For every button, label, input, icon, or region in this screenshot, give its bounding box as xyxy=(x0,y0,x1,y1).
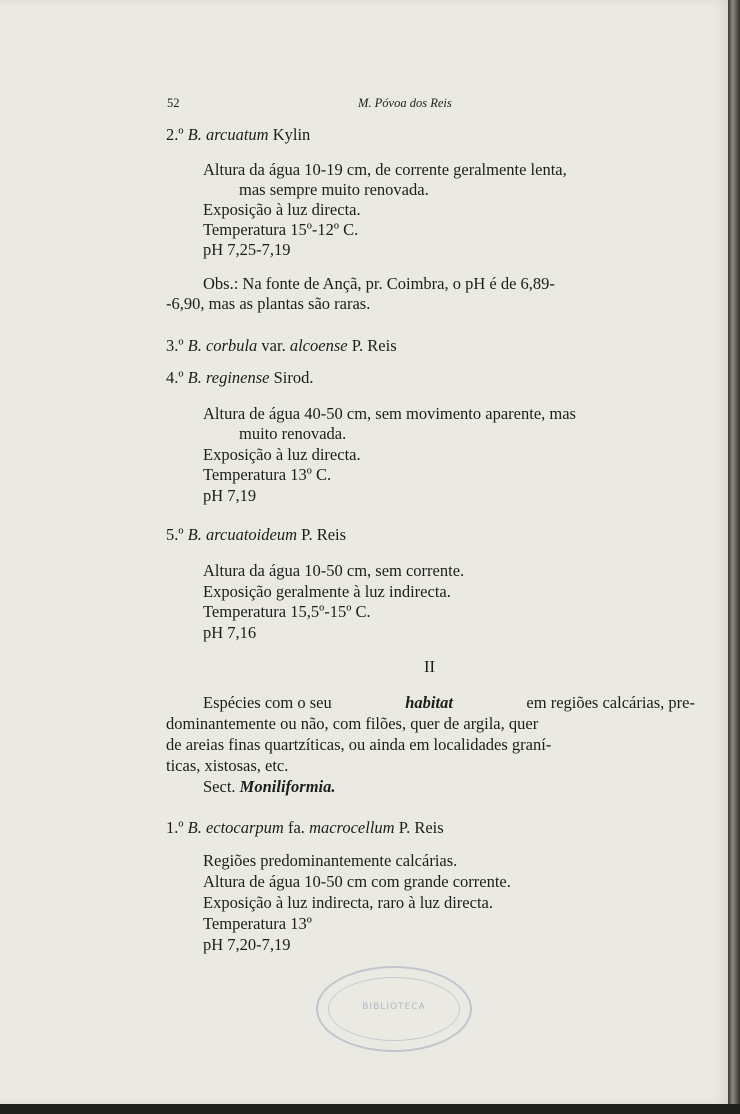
exposure: Exposição geralmente à luz indirecta. xyxy=(203,582,451,601)
species-heading xyxy=(166,127,310,144)
section-title: Sect. Moniliformia. xyxy=(203,777,336,796)
page-gutter xyxy=(728,0,740,1114)
species-heading xyxy=(166,338,397,355)
library-stamp xyxy=(316,966,472,1052)
species-heading xyxy=(166,820,444,837)
observation-line-1: Obs.: Na fonte de Ançã, pr. Coimbra, o pH é de 6,89- xyxy=(203,274,555,293)
section-paragraph-line-2: dominantemente ou não, com filões, quer de argila, quer xyxy=(166,714,539,733)
water-line-2: mas sempre muito renovada. xyxy=(239,180,429,199)
section-paragraph-line-1: Espécies com o seu habitat em regiões calcárias, pre- xyxy=(203,693,695,712)
page-bottom-edge xyxy=(0,1104,740,1114)
variety-label: var. xyxy=(261,336,286,355)
species-number: 2.º xyxy=(166,125,184,144)
species-author: Kylin xyxy=(272,125,311,144)
water-depth: Altura de água 10-50 cm com grande corrente. xyxy=(203,872,511,891)
ph-value: pH 7,20-7,19 xyxy=(203,935,291,954)
water-line-2: muito renovada. xyxy=(239,424,347,443)
ph-value: pH 7,16 xyxy=(203,623,257,642)
stamp-text: BIBLIOTECA xyxy=(362,1002,426,1012)
species-author: P. Reis xyxy=(351,336,397,355)
section-paragraph-line-4: ticas, xistosas, etc. xyxy=(166,756,289,775)
ph-value: pH 7,25-7,19 xyxy=(203,240,291,259)
temperature: Temperatura 15º-12º C. xyxy=(203,220,359,239)
species-author: P. Reis xyxy=(398,818,444,837)
section-numeral: II xyxy=(424,657,435,676)
running-title: M. Póvoa dos Reis xyxy=(358,96,452,110)
species-author: Sirod. xyxy=(273,368,314,387)
species-number: 5.º xyxy=(166,525,184,544)
species-number: 4.º xyxy=(166,368,184,387)
variety-name: alcoense xyxy=(289,336,348,355)
exposure: Exposição à luz directa. xyxy=(203,445,361,464)
exposure: Exposição à luz indirecta, raro à luz directa. xyxy=(203,893,493,912)
species-name: B. arcuatoideum xyxy=(187,525,297,544)
form-label: fa. xyxy=(287,818,305,837)
species-name: B. ectocarpum xyxy=(187,818,284,837)
temperature: Temperatura 13º xyxy=(203,914,312,933)
species-name: B. reginense xyxy=(187,368,270,387)
species-number: 3.º xyxy=(166,336,184,355)
species-name: B. arcuatum xyxy=(187,125,269,144)
section-paragraph-line-3: de areias finas quartzíticas, ou ainda em localidades graní- xyxy=(166,735,552,754)
page-number: 52 xyxy=(167,96,180,110)
section-name: Moniliformia. xyxy=(239,777,336,796)
exposure: Exposição à luz directa. xyxy=(203,200,361,219)
habitat-term: habitat xyxy=(405,693,453,712)
water-depth: Altura da água 10-50 cm, sem corrente. xyxy=(203,561,465,580)
species-number: 1.º xyxy=(166,818,184,837)
ph-value: pH 7,19 xyxy=(203,486,257,505)
water-line-1: Altura da água 10-19 cm, de corrente geralmente lenta, xyxy=(203,160,567,179)
form-name: macrocellum xyxy=(309,818,395,837)
region: Regiões predominantemente calcárias. xyxy=(203,851,458,870)
species-heading xyxy=(166,370,314,387)
species-heading xyxy=(166,527,346,544)
observation-line-2: -6,90, mas as plantas são raras. xyxy=(166,294,371,313)
species-author: P. Reis xyxy=(301,525,347,544)
temperature: Temperatura 15,5º-15º C. xyxy=(203,602,371,621)
water-line-1: Altura de água 40-50 cm, sem movimento aparente, mas xyxy=(203,404,576,423)
species-name: B. corbula xyxy=(187,336,258,355)
temperature: Temperatura 13º C. xyxy=(203,465,332,484)
